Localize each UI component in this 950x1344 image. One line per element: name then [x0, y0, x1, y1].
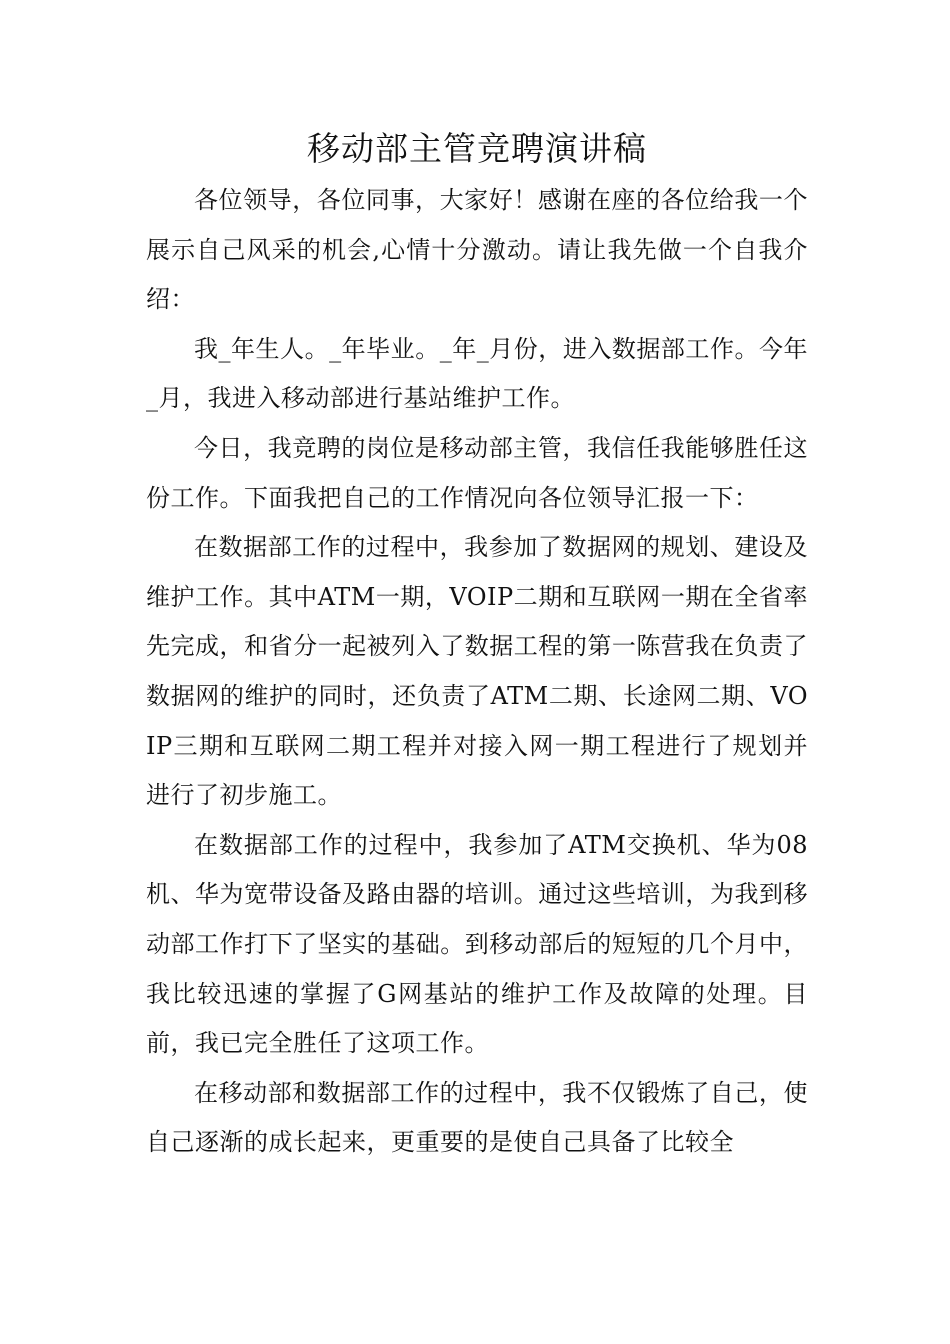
paragraph-position: 今日，我竞聘的岗位是移动部主管，我信任我能够胜任这份工作。下面我把自己的工作情况向各位领导汇报一下：: [146, 433, 808, 512]
paragraph-greeting: 各位领导，各位同事，大家好！感谢在座的各位给我一个展示自己风采的机会,心情十分激动。请让我先做一个自我介绍：: [146, 186, 808, 314]
document-title: 移动部主管竞聘演讲稿: [307, 129, 647, 168]
document-page: [146, 126, 808, 1168]
paragraph-self-intro: 我_年生人。_年毕业。_年_月份，进入数据部工作。今年_月，我进入移动部进行基站维护工作。: [146, 334, 808, 413]
paragraph-data-network-work: 在数据部工作的过程中，我参加了数据网的规划、建设及维护工作。其中ATM一期，VOIP二期和互联网一期在全省率先完成，和省分一起被列入了数据工程的第一陈营我在负责了数据网的维护的同时，还负责了ATM二期、长途网二期、VOIP三期和互联网二期工程并对接入网一期工程进行了规划并进行了初步施工。: [146, 533, 808, 810]
paragraph-growth: 在移动部和数据部工作的过程中，我不仅锻炼了自己，使自己逐渐的成长起来，更重要的是使自己具备了比较全: [146, 1078, 808, 1157]
paragraph-training: 在数据部工作的过程中，我参加了ATM交换机、华为08机、华为宽带设备及路由器的培训。通过这些培训，为我到移动部工作打下了坚实的基础。到移动部后的短短的几个月中，我比较迅速的掌握了G网基站的维护工作及故障的处理。目前，我已完全胜任了这项工作。: [146, 830, 808, 1058]
